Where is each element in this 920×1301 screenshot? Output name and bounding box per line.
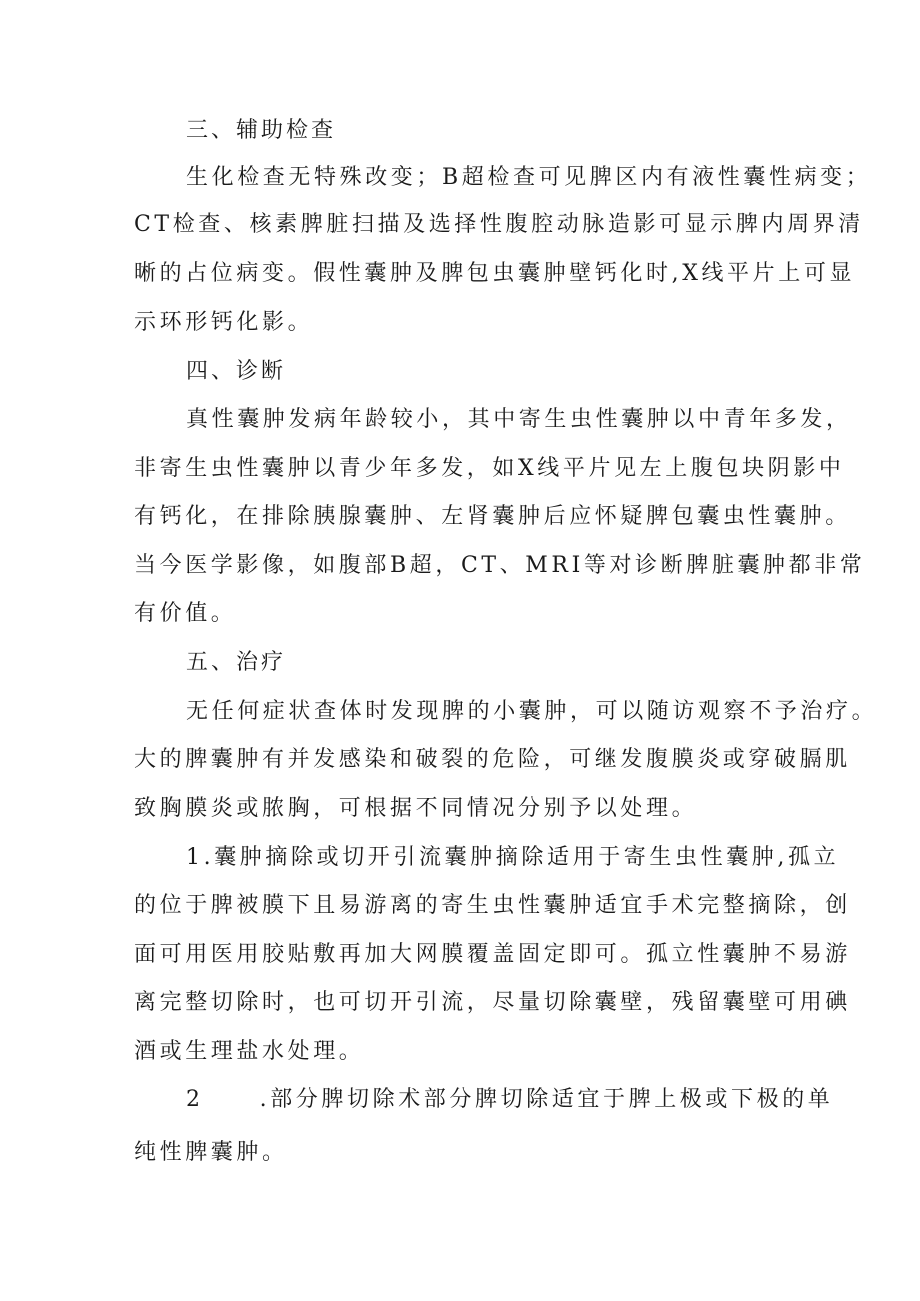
paragraph-line: 晰的占位病变。假性囊肿及脾包虫囊肿壁钙化时,X线平片上可显 [134, 261, 856, 286]
paragraph-line: 有价值。 [134, 601, 237, 626]
paragraph-line: 离完整切除时，也可切开引流，尽量切除囊壁，残留囊壁可用碘 [134, 990, 851, 1015]
list-item-number: 2 [186, 1087, 204, 1112]
paragraph-line: 酒或生理盐水处理。 [134, 1039, 365, 1064]
section-heading-treatment: 五、治疗 [186, 650, 287, 675]
paragraph-line: 当今医学影像，如腹部B超，CT、MRI等对诊断脾脏囊肿都非常 [134, 553, 866, 578]
paragraph-line: 致胸膜炎或脓胸，可根据不同情况分别予以处理。 [134, 796, 698, 821]
paragraph-line: 生化检查无特殊改变；B超检查可见脾区内有液性囊性病变； [186, 165, 872, 190]
paragraph-line: 的位于脾被膜下且易游离的寄生虫性囊肿适宜手术完整摘除，创 [134, 893, 851, 918]
list-item-line: 1.囊肿摘除或切开引流囊肿摘除适用于寄生虫性囊肿,孤立 [186, 845, 840, 870]
list-item-text: .部分脾切除术部分脾切除适宜于脾上极或下极的单 [259, 1087, 834, 1112]
paragraph-line: CT检查、核素脾脏扫描及选择性腹腔动脉造影可显示脾内周界清 [134, 212, 864, 237]
section-heading-diagnosis: 四、诊断 [186, 359, 287, 384]
paragraph-line: 示环形钙化影。 [134, 310, 314, 335]
section-heading-auxiliary-exam: 三、辅助检查 [186, 118, 337, 143]
list-item-line [186, 1085, 833, 1115]
paragraph-line: 无任何症状查体时发现脾的小囊肿，可以随访观察不予治疗。 [186, 699, 878, 724]
paragraph-line: 真性囊肿发病年龄较小，其中寄生虫性囊肿以中青年多发， [186, 407, 852, 432]
paragraph-line: 纯性脾囊肿。 [134, 1140, 288, 1165]
paragraph-line: 面可用医用胶贴敷再加大网膜覆盖固定即可。孤立性囊肿不易游 [134, 942, 851, 967]
paragraph-line: 大的脾囊肿有并发感染和破裂的危险，可继发腹膜炎或穿破膈肌 [134, 747, 851, 772]
paragraph-line: 有钙化，在排除胰腺囊肿、左肾囊肿后应怀疑脾包囊虫性囊肿。 [134, 504, 851, 529]
paragraph-line: 非寄生虫性囊肿以青少年多发，如X线平片见左上腹包块阴影中 [134, 456, 845, 481]
